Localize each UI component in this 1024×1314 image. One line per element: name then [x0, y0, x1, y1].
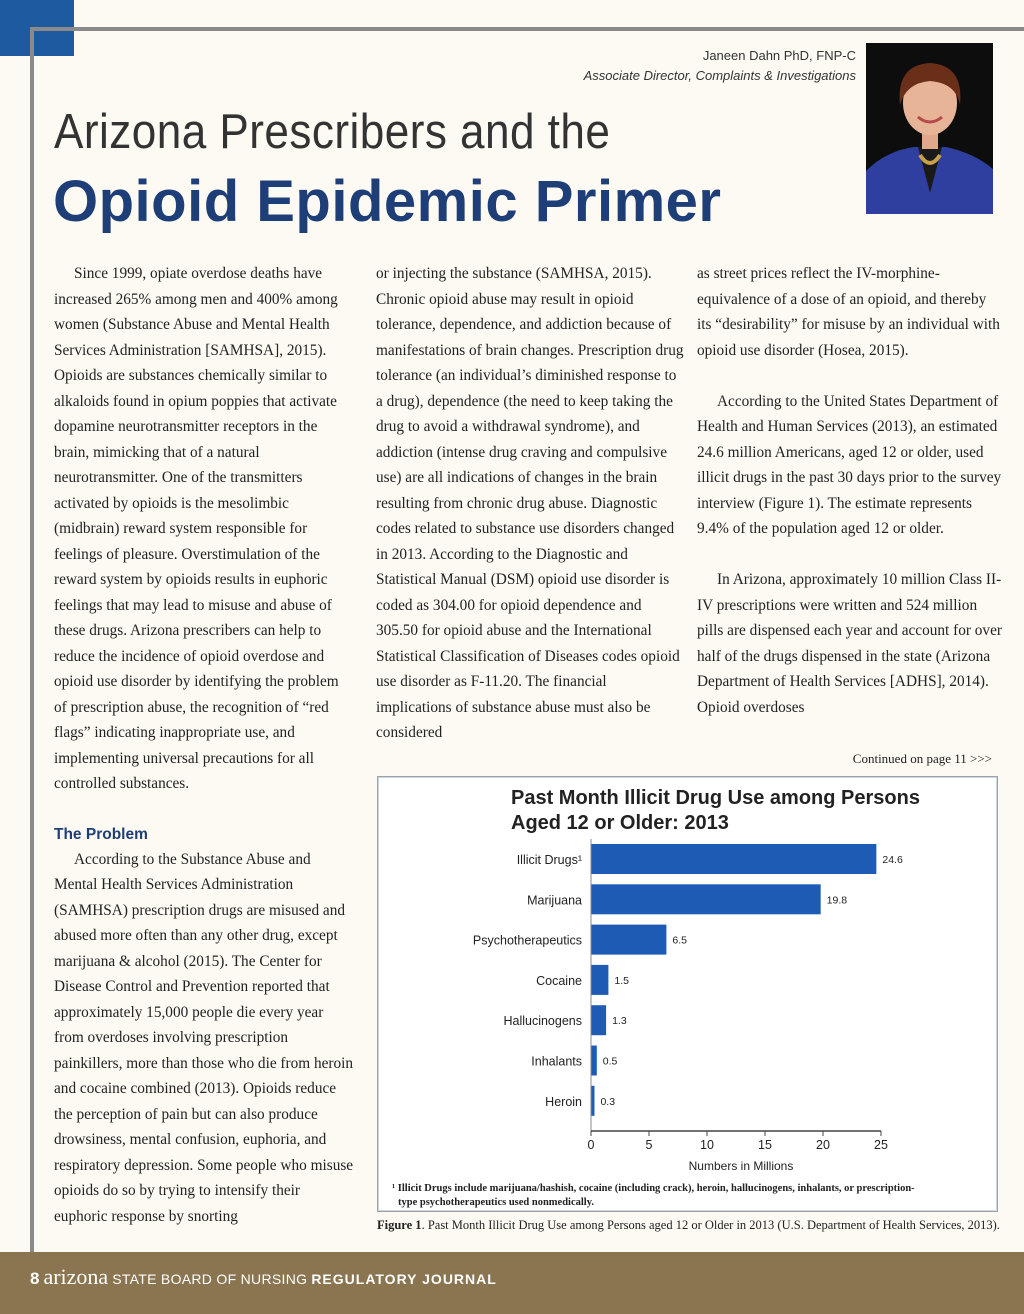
page-number: 8	[30, 1269, 40, 1288]
chart-category-label: Psychotherapeutics	[472, 933, 582, 948]
chart-x-tick-label: 15	[758, 1138, 772, 1152]
col2-paragraph-1: or injecting the substance (SAMHSA, 2015). Chronic opioid abuse may result in opioid tolerance, dependence, and addiction because of manifestations of brain changes. Prescription drug tolerance (an individual’s diminished response to a drug), dependence (the need to keep taking the drug to avoid a withdrawal syndrome), and addiction (intense drug craving and compulsive use) are all indications of changes in the brain resulting from chronic drug abuse. Diagnostic codes related to substance use disorders changed in 2013. According to the Diagnostic and Statistical Manual (DSM) opioid use disorder is coded as 304.00 for opioid dependence and 305.50 for opioid abuse and the International Statistical Classification of Diseases codes opioid use disorder as F-11.20. The financial implications of substance abuse must also be considered	[376, 265, 684, 741]
chart-bar	[591, 844, 876, 874]
chart-bar	[591, 1005, 606, 1035]
chart-bar	[591, 925, 666, 955]
author-role: Associate Director, Complaints & Investigations	[583, 68, 856, 83]
bar-chart-svg	[378, 777, 997, 1211]
figure-caption	[377, 1218, 1017, 1233]
col1-paragraph-2: According to the Substance Abuse and Mental Health Services Administration (SAMHSA) prescription drugs are misused and abused more often than any other drug, except marijuana & alcohol (2015). The Center for Disease Control and Prevention reported that approximately 15,000 people die every year from overdoses involving prescription painkillers, more than those who die from heroin and cocaine combined (2013). Opioids reduce the perception of pain but can also produce drowsiness, mental confusion, euphoria, and respiratory depression. Some people who misuse opioids do so by trying to intensify their euphoric response by snorting	[54, 850, 354, 1225]
col1-paragraph-1: Since 1999, opiate overdose deaths have increased 265% among men and 400% among women (Substance Abuse and Mental Health Services Administration [SAMHSA], 2015). Opioids are substances chemically similar to alkaloids found in opium poppies that activate dopamine neurotransmitter receptors in the brain, mimicking that of a natural neurotransmitter. One of the transmitters activated by opioids is the mesolimbic (midbrain) reward system responsible for feelings of pleasure. Overstimulation of the reward system by opioids results in euphoric feelings that may lead to misuse and abuse of these drugs. Arizona prescribers can help to reduce the incidence of opioid overdose and opioid use disorder by identifying the problem of prescription abuse, the recognition of “red flags” indicating inappropriate use, and implementing universal precautions for all controlled substances.	[54, 265, 339, 792]
footer-board: STATE BOARD OF NURSING	[112, 1271, 308, 1287]
section-heading-problem: The Problem	[54, 825, 148, 843]
figure-1-chart	[377, 776, 998, 1212]
chart-bar	[591, 1046, 597, 1076]
chart-bar	[591, 965, 608, 995]
author-name: Janeen Dahn PhD, FNP-C	[702, 48, 856, 63]
chart-x-tick-label: 0	[587, 1138, 595, 1152]
chart-bar	[591, 1086, 594, 1116]
chart-x-axis-label: Numbers in Millions	[688, 1159, 794, 1173]
chart-category-label: Hallucinogens	[503, 1014, 582, 1029]
chart-category-label: Cocaine	[536, 973, 582, 988]
footer-text	[30, 1264, 497, 1290]
chart-x-tick-label: 25	[874, 1138, 888, 1152]
chart-bar	[591, 884, 821, 914]
author-portrait-illustration	[866, 43, 993, 214]
chart-category-label: Illicit Drugs¹	[516, 853, 582, 867]
chart-category-label: Marijuana	[527, 893, 582, 908]
continued-note: Continued on page 11 >>>	[852, 751, 992, 766]
chart-value-label: 19.8	[826, 894, 848, 907]
chart-category-label: Heroin	[545, 1094, 582, 1109]
chart-value-label: 1.3	[612, 1015, 627, 1028]
frame-left-rule	[30, 27, 34, 1252]
col3-paragraph-1: as street prices reflect the IV-morphine-equivalence of a dose of an opioid, and thereby its “desirability” for misuse by an individual with opioid use disorder (Hosea, 2015).	[697, 265, 1000, 359]
chart-value-label: 0.3	[600, 1095, 616, 1108]
author-photo	[866, 43, 993, 214]
chart-title-line-1: Past Month Illicit Drug Use among Persons	[511, 787, 920, 809]
col3-paragraph-3: In Arizona, approximately 10 million Class II-IV prescriptions were written and 524 million pills are dispensed each year and account for over half of the drugs dispensed in the state (Arizona Department of Health Services [ADHS], 2014). Opioid overdoses	[697, 571, 1002, 716]
title-line-2: Opioid Epidemic Primer	[53, 169, 722, 234]
column-2	[376, 261, 686, 746]
column-1	[54, 261, 354, 1229]
chart-title-line-2: Aged 12 or Older: 2013	[511, 812, 729, 834]
col3-paragraph-2: According to the United States Department of Health and Human Services (2013), an estimated 24.6 million Americans, aged 12 or older, used illicit drugs in the past 30 days prior to the survey interview (Figure 1). The estimate represents 9.4% of the population aged 12 or older.	[697, 392, 1002, 537]
chart-footnote-line-2: type psychotherapeutics used nonmedically.	[398, 1197, 595, 1208]
chart-x-tick-label: 5	[645, 1138, 653, 1152]
chart-value-label: 6.5	[672, 934, 688, 947]
author-byline	[584, 46, 856, 86]
caption-label: Figure 1	[377, 1218, 422, 1232]
column-3	[697, 261, 1002, 720]
footer-brand: arizona	[43, 1264, 109, 1289]
chart-value-label: 1.5	[614, 974, 630, 987]
chart-value-label: 24.6	[882, 854, 903, 866]
chart-footnote-line-1: ¹ Illicit Drugs include marijuana/hashish, cocaine (including crack), heroin, hallucinogens, inhalants, or prescription-	[392, 1183, 915, 1194]
chart-x-tick-label: 20	[816, 1138, 830, 1152]
chart-category-label: Inhalants	[531, 1054, 582, 1069]
caption-text: . Past Month Illicit Drug Use among Persons aged 12 or Older in 2013 (U.S. Department of Health Services, 2013).	[421, 1218, 1000, 1232]
chart-x-tick-label: 10	[700, 1138, 714, 1152]
footer-journal: REGULATORY JOURNAL	[311, 1271, 497, 1287]
frame-top-rule	[30, 27, 1024, 31]
title-line-1: Arizona Prescribers and the	[54, 105, 611, 159]
chart-value-label: 0.5	[602, 1055, 618, 1068]
